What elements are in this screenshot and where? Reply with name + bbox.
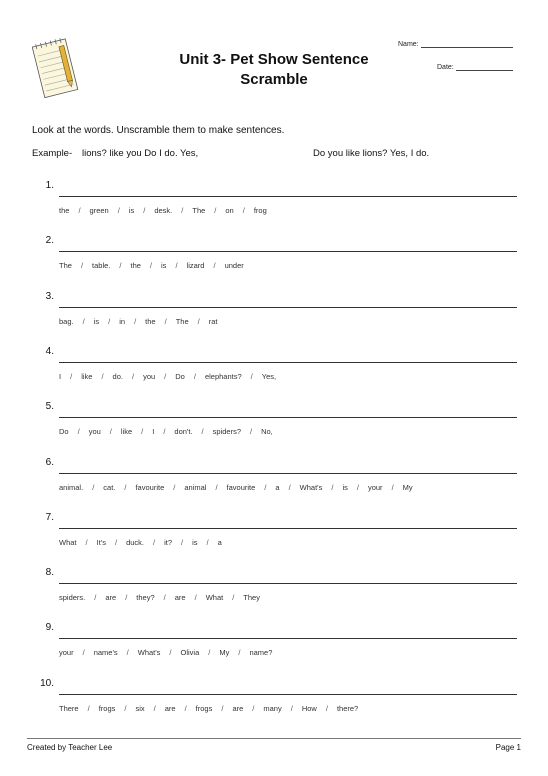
scrambled-word: Do: [175, 371, 185, 381]
page-number: Page 1: [495, 743, 521, 752]
question-number: 6.: [45, 456, 54, 468]
word-separator: /: [221, 703, 224, 713]
question-row: [0, 180, 548, 235]
question-number: 2.: [45, 235, 54, 247]
word-separator: /: [201, 427, 204, 437]
word-separator: /: [117, 206, 120, 215]
name-field[interactable]: [398, 41, 513, 48]
scrambled-words: [59, 206, 267, 215]
word-separator: /: [290, 703, 293, 713]
word-separator: /: [134, 316, 137, 326]
scrambled-word: I: [59, 371, 62, 381]
word-separator: /: [208, 648, 211, 658]
word-separator: /: [173, 482, 176, 492]
scrambled-word: are: [164, 703, 176, 713]
scrambled-word: There: [59, 703, 79, 713]
question-row: [0, 346, 548, 401]
word-separator: /: [250, 371, 253, 381]
scrambled-word: favourite: [226, 482, 256, 492]
word-separator: /: [215, 482, 218, 492]
scrambled-word: They: [243, 593, 260, 603]
word-separator: /: [108, 316, 111, 326]
scrambled-word: spiders.: [59, 593, 86, 603]
scrambled-word: the: [130, 261, 141, 271]
scrambled-word: The: [59, 261, 72, 271]
scrambled-word: What: [205, 593, 224, 603]
answer-line[interactable]: [59, 307, 517, 308]
word-separator: /: [124, 703, 127, 713]
word-separator: /: [184, 703, 187, 713]
word-separator: /: [141, 427, 144, 437]
question-number: 10.: [40, 677, 54, 689]
question-number: 1.: [45, 180, 54, 191]
scrambled-word: animal: [184, 482, 207, 492]
scrambled-word: are: [232, 703, 244, 713]
word-separator: /: [85, 537, 88, 547]
date-label: Date:: [437, 64, 454, 71]
scrambled-word: Do: [59, 427, 69, 437]
scrambled-word: duck.: [126, 537, 144, 547]
word-separator: /: [87, 703, 90, 713]
question-number: 8.: [45, 567, 54, 579]
word-separator: /: [114, 537, 118, 547]
scrambled-words: [59, 317, 217, 326]
word-separator: /: [126, 648, 129, 658]
word-separator: /: [164, 371, 167, 381]
scrambled-word: What: [59, 537, 77, 547]
question-row: [0, 291, 548, 346]
word-separator: /: [149, 261, 153, 271]
scrambled-word: table.: [92, 261, 111, 271]
question-row: [0, 401, 548, 456]
scrambled-word: in: [119, 316, 126, 326]
example-label: Example-: [32, 148, 73, 159]
scrambled-word: you: [143, 371, 156, 381]
scrambled-words: [59, 648, 272, 657]
word-separator: /: [356, 482, 359, 492]
scrambled-word: What's: [137, 648, 161, 658]
worksheet-title: Unit 3- Pet Show Sentence Scramble: [179, 51, 369, 88]
word-separator: /: [181, 537, 184, 547]
scrambled-word: is: [192, 537, 198, 547]
answer-line[interactable]: [59, 196, 517, 197]
answer-line[interactable]: [59, 638, 517, 639]
scrambled-word: My: [402, 482, 413, 492]
question-row: [0, 622, 548, 677]
answer-line[interactable]: [59, 362, 517, 363]
footer-credit: Created by Teacher Lee: [27, 743, 113, 752]
scrambled-word: is: [93, 316, 100, 326]
word-separator: /: [163, 593, 166, 603]
word-separator: /: [94, 593, 97, 603]
answer-line[interactable]: [59, 528, 517, 529]
scrambled-word: is: [161, 261, 167, 271]
word-separator: /: [169, 648, 172, 658]
scrambled-word: frog: [253, 206, 267, 215]
scrambled-words: [59, 483, 413, 492]
example-scrambled: lions? like you Do I do. Yes,: [82, 148, 199, 159]
scrambled-word: don't.: [174, 427, 193, 437]
scrambled-word: Yes,: [261, 371, 277, 381]
word-separator: /: [264, 482, 267, 492]
scrambled-word: animal.: [59, 482, 84, 492]
word-separator: /: [143, 206, 146, 215]
scrambled-word: your: [367, 482, 383, 492]
word-separator: /: [206, 537, 209, 547]
scrambled-word: six: [135, 703, 145, 713]
scrambled-word: cat.: [103, 482, 116, 492]
answer-line[interactable]: [59, 694, 517, 695]
word-separator: /: [214, 206, 217, 215]
scrambled-words: [59, 427, 273, 436]
scrambled-word: desk.: [154, 206, 173, 215]
name-label: Name:: [398, 41, 419, 48]
scrambled-word: elephants?: [204, 371, 242, 381]
word-separator: /: [213, 261, 216, 271]
question-row: [0, 512, 548, 567]
name-line: [421, 47, 513, 48]
scrambled-word: The: [175, 316, 189, 326]
scrambled-word: there?: [336, 703, 359, 713]
scrambled-word: a: [217, 537, 222, 547]
scrambled-word: Olivia: [180, 648, 200, 658]
scrambled-word: a: [275, 482, 280, 492]
word-separator: /: [125, 593, 128, 603]
scrambled-word: is: [342, 482, 348, 492]
scrambled-word: spiders?: [212, 427, 241, 437]
word-separator: /: [82, 648, 85, 658]
word-separator: /: [250, 427, 253, 437]
question-number: 9.: [45, 622, 54, 634]
scrambled-word: like: [120, 427, 133, 437]
scrambled-word: do.: [112, 371, 123, 381]
scrambled-words: [59, 372, 276, 381]
word-separator: /: [153, 703, 156, 713]
word-separator: /: [175, 261, 178, 271]
word-separator: /: [163, 427, 166, 437]
word-separator: /: [242, 206, 245, 215]
scrambled-word: The: [192, 206, 206, 215]
word-separator: /: [124, 482, 127, 492]
scrambled-word: What's: [299, 482, 323, 492]
scrambled-word: under: [224, 261, 244, 271]
scrambled-word: My: [219, 648, 230, 658]
footer-divider: [27, 738, 521, 739]
scrambled-word: are: [105, 593, 117, 603]
word-separator: /: [391, 482, 394, 492]
word-separator: /: [109, 427, 112, 437]
scrambled-words: [59, 261, 244, 270]
word-separator: /: [78, 206, 81, 215]
scrambled-word: How: [301, 703, 317, 713]
scrambled-word: the: [59, 206, 70, 215]
word-separator: /: [325, 703, 328, 713]
scrambled-word: name's: [93, 648, 118, 658]
scrambled-word: many: [263, 703, 282, 713]
scrambled-word: green: [89, 206, 109, 215]
scrambled-word: frogs: [195, 703, 213, 713]
word-separator: /: [101, 371, 104, 381]
scrambled-word: are: [174, 593, 186, 603]
answer-line[interactable]: [59, 473, 517, 474]
scrambled-word: you: [88, 427, 101, 437]
word-separator: /: [252, 703, 255, 713]
date-line: [456, 70, 513, 71]
word-separator: /: [82, 316, 85, 326]
scrambled-word: they?: [136, 593, 155, 603]
example-answer: Do you like lions? Yes, I do.: [313, 148, 430, 159]
word-separator: /: [193, 371, 196, 381]
scrambled-word: your: [59, 648, 74, 658]
scrambled-words: [59, 538, 222, 547]
scrambled-word: the: [145, 316, 156, 326]
answer-line[interactable]: [59, 583, 517, 584]
word-separator: /: [238, 648, 241, 658]
question-row: [0, 235, 548, 290]
question-row: [0, 567, 548, 622]
question-number: 4.: [45, 345, 54, 357]
question-number: 7.: [45, 511, 54, 523]
answer-line[interactable]: [59, 417, 517, 418]
scrambled-words: [59, 704, 358, 713]
word-separator: /: [77, 427, 80, 437]
question-row: [0, 457, 548, 512]
word-separator: /: [131, 371, 135, 381]
scrambled-word: rat: [208, 316, 218, 326]
answer-line[interactable]: [59, 251, 517, 252]
word-separator: /: [181, 206, 184, 215]
word-separator: /: [92, 482, 95, 492]
instructions: Look at the words. Unscramble them to make sentences.: [32, 125, 285, 136]
scrambled-word: frogs: [98, 703, 116, 713]
scrambled-word: is: [128, 206, 135, 215]
scrambled-word: like: [81, 371, 93, 381]
question-number: 3.: [45, 290, 54, 302]
word-separator: /: [153, 537, 156, 547]
date-field[interactable]: [437, 64, 513, 71]
word-separator: /: [194, 593, 197, 603]
question-number: 5.: [45, 401, 54, 413]
question-row: [0, 678, 548, 733]
word-separator: /: [331, 482, 334, 492]
scrambled-word: on: [225, 206, 234, 215]
scrambled-word: favourite: [135, 482, 165, 492]
scrambled-word: I: [152, 427, 155, 437]
scrambled-word: It's: [96, 537, 106, 547]
word-separator: /: [232, 593, 235, 603]
scrambled-word: lizard: [186, 261, 205, 271]
word-separator: /: [288, 482, 291, 492]
scrambled-word: name?: [249, 648, 273, 658]
word-separator: /: [164, 316, 167, 326]
scrambled-word: No,: [261, 427, 273, 437]
scrambled-words: [59, 593, 260, 602]
scrambled-word: it?: [164, 537, 173, 547]
scrambled-word: bag.: [59, 316, 74, 326]
word-separator: /: [197, 316, 200, 326]
word-separator: /: [70, 371, 73, 381]
notepad-pencil-icon: [32, 34, 80, 102]
word-separator: /: [119, 261, 122, 271]
word-separator: /: [80, 261, 84, 271]
